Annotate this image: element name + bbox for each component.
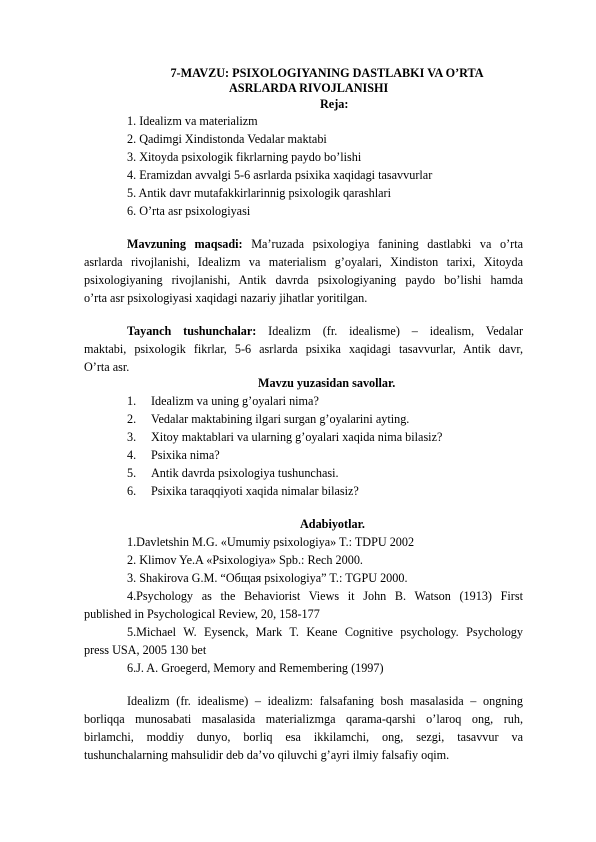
plan-item: 1. Idealizm va materializm <box>127 114 258 128</box>
question-item <box>127 394 319 409</box>
plan-item: 4. Eramizdan avvalgi 5-6 asrlarda psixika xaqidagi tasavvurlar <box>127 168 433 182</box>
plan-item: 5. Antik davr mutafakkirlarinnig psixologik qarashlari <box>127 186 392 200</box>
plan-item: 6. O’rta asr psixologiyasi <box>127 204 251 218</box>
goal-text: Ma’ruzada psixologiya fanining dastlabki va o’rta <box>242 237 524 251</box>
question-text: Vedalar maktabining ilgari surgan g’oyalarini ayting. <box>151 412 410 426</box>
questions-heading: Mavzu yuzasidan savollar. <box>258 376 396 390</box>
reference-item-continuation: press USA, 2005 130 bet <box>84 643 207 657</box>
question-item <box>127 412 409 427</box>
reference-item-continuation: published in Psychological Review, 20, 158-177 <box>84 607 320 621</box>
question-number: 3. <box>127 430 137 444</box>
concepts-paragraph-line <box>127 324 523 339</box>
reference-item: 1.Davletshin M.G. «Umumiy psixologiya» T.: TDPU 2002 <box>127 535 415 549</box>
goal-paragraph-line: psixologiyaning rivojlanishi, Antik davrda psixologiyaning paydo bo’lishi hamda <box>84 273 523 287</box>
question-text: Psixika nima? <box>151 448 220 462</box>
goal-paragraph-line <box>127 237 523 252</box>
page-title-line-1: 7-MAVZU: PSIXOLOGIYANING DASTLABKI VA O’RTA <box>170 66 484 80</box>
question-item <box>127 466 339 481</box>
reference-item: 5.Michael W. Eysenck, Mark T. Keane Cognitive psychology. Psychology <box>127 625 523 639</box>
question-item <box>127 448 220 463</box>
plan-item: 2. Qadimgi Xindistonda Vedalar maktabi <box>127 132 327 146</box>
concepts-paragraph-line: O’rta asr. <box>84 360 130 374</box>
question-text: Xitoy maktablari va ularning g’oyalari xaqida nima bilasiz? <box>151 430 443 444</box>
references-heading: Adabiyotlar. <box>300 517 365 531</box>
question-number: 6. <box>127 484 137 498</box>
question-text: Antik davrda psixologiya tushunchasi. <box>151 466 339 480</box>
question-number: 1. <box>127 394 137 408</box>
question-number: 2. <box>127 412 137 426</box>
idealism-paragraph-line: Idealizm (fr. idealisme) – idealizm: falsafaning bosh masalasida – ongning <box>127 694 523 708</box>
question-item <box>127 484 359 499</box>
page-title-line-2: ASRLARDA RIVOJLANISHI <box>229 81 389 95</box>
concepts-paragraph-line: maktabi, psixologik fikrlar, 5-6 asrlarda psixika xaqidagi tasavvurlar, Antik davr, <box>84 342 523 356</box>
idealism-paragraph-line: birlamchi, moddiy dunyo, borliq esa ikkilamchi, ong, sezgi, tasavvur va <box>84 730 523 744</box>
reference-item: 3. Shakirova G.M. “Общая psixologiya” T.: TGPU 2000. <box>127 571 408 585</box>
goal-paragraph-line: asrlarda rivojlanishi, Idealizm va materialism g’oyalari, Xindiston tarixi, Xitoyda <box>84 255 523 269</box>
idealism-paragraph-line: tushunchalarning mahsulidir deb da’vo qiluvchi g’ayri ilmiy falsafiy oqim. <box>84 748 450 762</box>
goal-paragraph-line: o’rta asr psixologiyasi xaqidagi nazariy jihatlar yoritilgan. <box>84 291 368 305</box>
goal-label: Mavzuning maqsadi: <box>127 237 243 251</box>
concepts-label: Tayanch tushunchalar: <box>127 324 257 338</box>
reference-item: 4.Psychology as the Behaviorist Views it John B. Watson (1913) First <box>127 589 523 603</box>
question-item <box>127 430 442 445</box>
reference-item: 6.J. A. Groegerd, Memory and Remembering (1997) <box>127 661 384 675</box>
reference-item: 2. Klimov Ye.A «Psixologiya» Spb.: Rech 2000. <box>127 553 363 567</box>
question-text: Psixika taraqqiyoti xaqida nimalar bilasiz? <box>151 484 359 498</box>
question-number: 4. <box>127 448 137 462</box>
question-text: Idealizm va uning g’oyalari nima? <box>151 394 319 408</box>
question-number: 5. <box>127 466 137 480</box>
concepts-text: Idealizm (fr. idealisme) – idealism, Vedalar <box>256 324 523 338</box>
plan-item: 3. Xitoyda psixologik fikrlarning paydo bo’lishi <box>127 150 362 164</box>
plan-heading: Reja: <box>320 97 349 111</box>
idealism-paragraph-line: borliqqa munosabati masalasida materializmga qarama-qarshi o’laroq ong, ruh, <box>84 712 523 726</box>
